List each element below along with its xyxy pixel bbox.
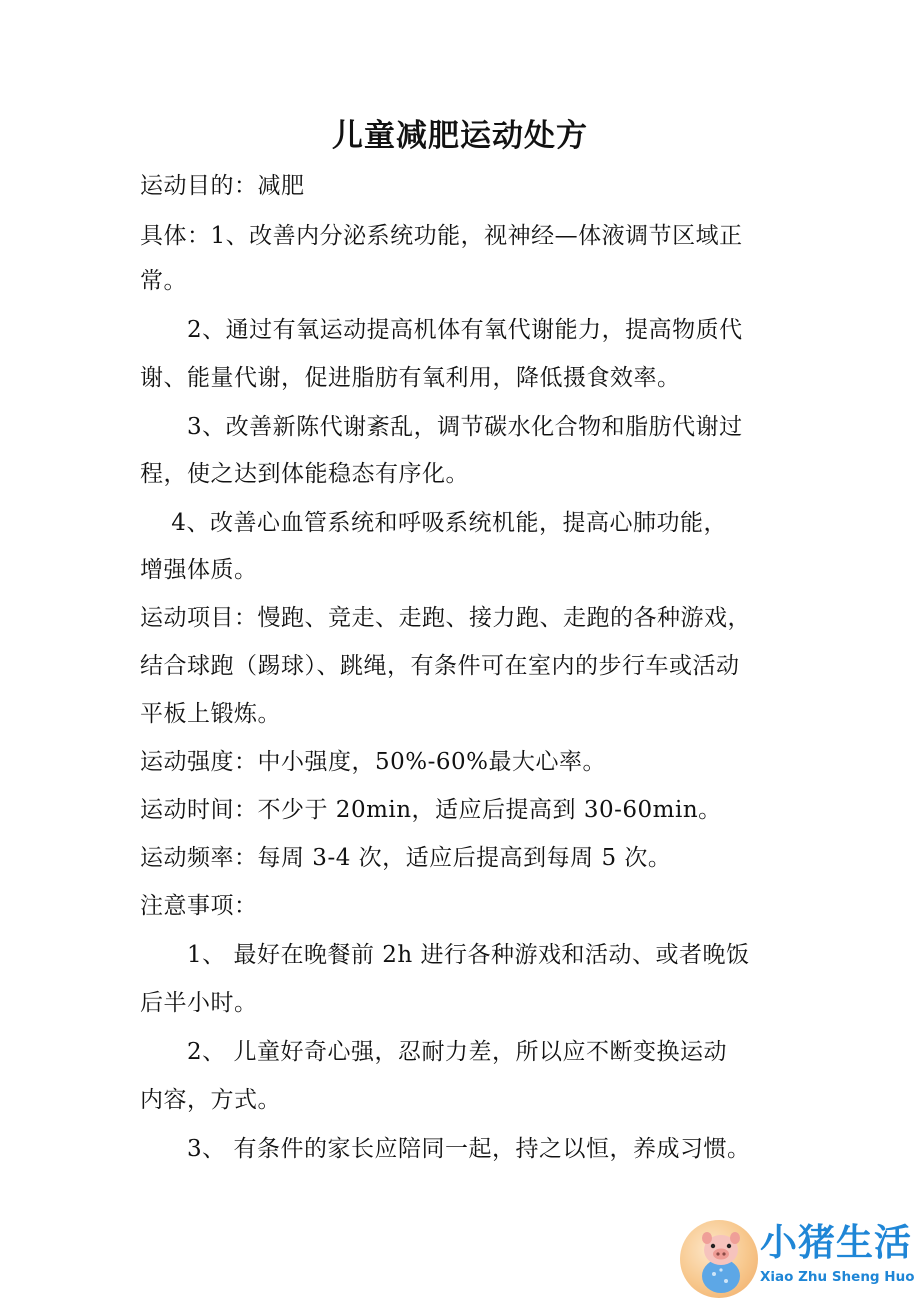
text-line-detail-3a: 3、改善新陈代谢紊乱，调节碳水化合物和脂肪代谢过 <box>140 414 743 440</box>
text-line-detail-4b: 增强体质。 <box>140 557 258 583</box>
text-line-note-3: 3、 有条件的家长应陪同一起，持之以恒，养成习惯。 <box>140 1136 751 1162</box>
text-line-note-1b: 后半小时。 <box>140 990 258 1016</box>
text-line-intensity: 运动强度：中小强度，50%-60%最大心率。 <box>140 749 607 775</box>
text-line-frequency: 运动频率：每周 3-4 次，适应后提高到每周 5 次。 <box>140 845 672 871</box>
text-line-detail-2b: 谢、能量代谢，促进脂肪有氧利用，降低摄食效率。 <box>140 365 681 391</box>
text-line-detail-4a: 4、改善心血管系统和呼吸系统机能，提高心肺功能， <box>140 510 727 536</box>
text-line-notes-heading: 注意事项： <box>140 893 258 919</box>
text-line-purpose: 运动目的：减肥 <box>140 173 305 199</box>
text-line-items-b: 结合球跑（踢球）、跳绳，有条件可在室内的步行车或活动 <box>140 653 740 679</box>
text-line-duration: 运动时间：不少于 20min，适应后提高到 30-60min。 <box>140 797 722 823</box>
brand-logo <box>680 1216 920 1302</box>
text-line-detail-1b: 常。 <box>140 268 187 294</box>
logo-brand-pinyin: Xiao Zhu Sheng Huo <box>760 1269 915 1285</box>
document-title: 儿童减肥运动处方 <box>332 118 588 154</box>
logo-brand-name: 小猪生活 <box>760 1221 912 1264</box>
text-line-note-2b: 内容，方式。 <box>140 1087 281 1113</box>
text-line-detail-2a: 2、通过有氧运动提高机体有氧代谢能力，提高物质代 <box>140 317 743 343</box>
text-line-note-1a: 1、 最好在晚餐前 2h 进行各种游戏和活动、或者晚饭 <box>140 942 750 968</box>
pig-mascot-icon <box>694 1226 748 1296</box>
text-line-detail-1a: 具体：1、改善内分泌系统功能，视神经—体液调节区域正 <box>140 223 743 249</box>
text-line-detail-3b: 程，使之达到体能稳态有序化。 <box>140 461 469 487</box>
text-line-note-2a: 2、 儿童好奇心强，忍耐力差，所以应不断变换运动 <box>140 1039 727 1065</box>
text-line-items-c: 平板上锻炼。 <box>140 701 281 727</box>
text-line-items-a: 运动项目：慢跑、竞走、走跑、接力跑、走跑的各种游戏， <box>140 605 751 631</box>
